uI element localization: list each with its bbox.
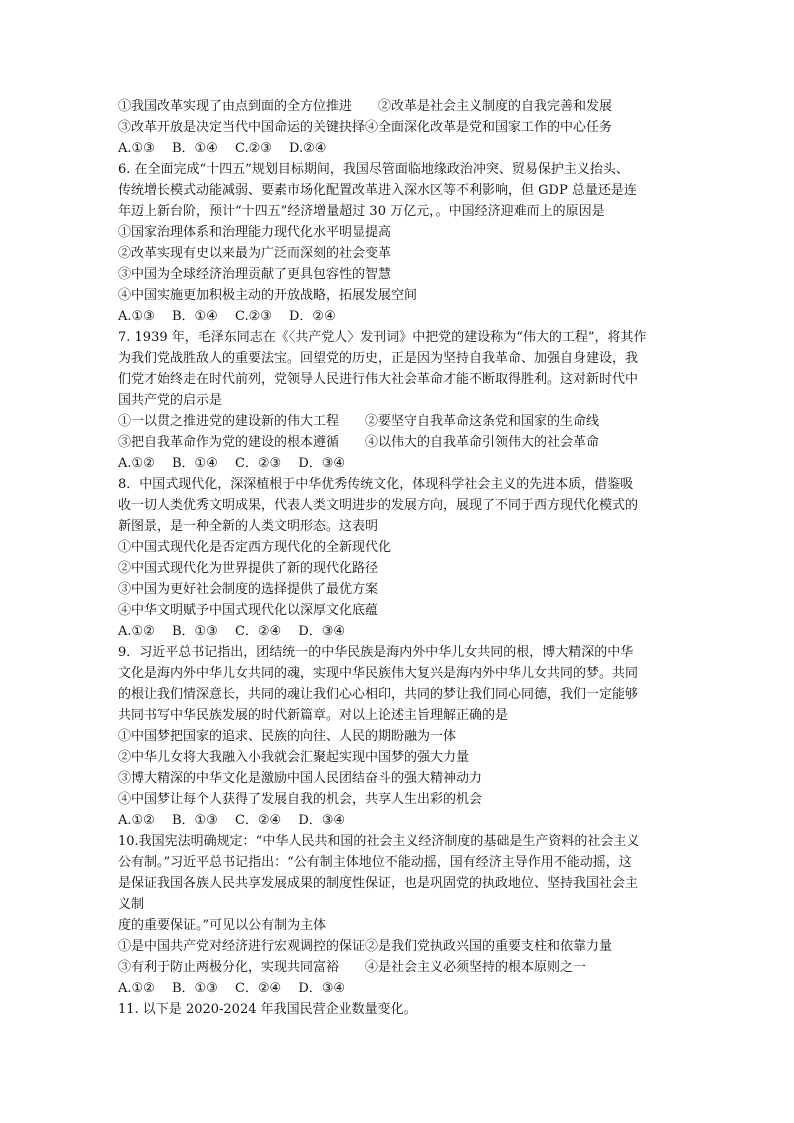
text-line: 们党才始终走在时代前列，党领导人民进行伟大社会革命才能不断取得胜利。这对新时代中 <box>118 372 639 387</box>
text-line: 度的重要保证。”可见以公有制为主体 <box>118 918 327 933</box>
text-line: ③中国为更好社会制度的选择提供了最优方案 <box>118 582 379 597</box>
text-line: ②改革实现有史以来最为广泛而深刻的社会变革 <box>118 246 392 261</box>
text-line: ③博大精深的中华文化是激励中国人民团结奋斗的强大精神动力 <box>118 771 483 786</box>
text-line: 7. 1939 年，毛泽东同志在《〈共产党人〉发刊词》中把党的建设称为“伟大的工程”，将其作 <box>118 330 647 345</box>
question-content <box>118 96 680 1020</box>
text-line: A.①③ B．①④ C.②③ D.②④ <box>118 141 327 156</box>
text-line: 文化是海内外中华儿女共同的魂，实现中华民族伟大复兴是海内外中华儿女共同的梦。共同 <box>118 666 639 681</box>
text-line: ③有利于防止两极分化，实现共同富裕 ④是社会主义必须坚持的根本原则之一 <box>118 960 587 975</box>
text-line: ①一以贯之推进党的建设新的伟大工程 ②要坚守自我革命这条党和国家的生命线 <box>118 414 600 429</box>
text-line: ①中国梦把国家的追求、民族的向往、人民的期盼融为一体 <box>118 729 457 744</box>
text-line: 收一切人类优秀文明成果，代表人类文明进步的发展方向，展现了不同于西方现代化模式的 <box>118 498 639 513</box>
text-line: 公有制。”习近平总书记指出：“公有制主体地位不能动摇，国有经济主导作用不能动摇，这 <box>118 855 632 870</box>
text-line: 国共产党的启示是 <box>118 393 223 408</box>
text-line: ①中国式现代化是否定西方现代化的全新现代化 <box>118 540 392 555</box>
text-line: A.①② B．①③ C．②④ D．③④ <box>118 624 346 639</box>
text-line: ④中国梦让每个人获得了发展自我的机会，共享人生出彩的机会 <box>118 792 483 807</box>
text-line: ①我国改革实现了由点到面的全方位推进 ②改革是社会主义制度的自我完善和发展 <box>118 99 613 114</box>
text-line: A.①② B．①④ C．②③ D．③④ <box>118 456 346 471</box>
text-line: 新图景，是一种全新的人类文明形态。这表明 <box>118 519 379 534</box>
text-line: 共同书写中华民族发展的时代新篇章。对以上论述主旨理解正确的是 <box>118 708 509 723</box>
text-line: 的根让我们情深意长，共同的魂让我们心心相印，共同的梦让我们同心同德，我们一定能够 <box>118 687 639 702</box>
text-line: ②中国式现代化为世界提供了新的现代化路径 <box>118 561 379 576</box>
text-line: A.①② B．①③ C．②④ D．③④ <box>118 981 346 996</box>
text-line: ②中华儿女将大我融入小我就会汇聚起实现中国梦的强大力量 <box>118 750 470 765</box>
text-line: ③把自我革命作为党的建设的根本遵循 ④以伟大的自我革命引领伟大的社会革命 <box>118 435 600 450</box>
text-line: 8．中国式现代化，深深植根于中华优秀传统文化，体现科学社会主义的先进本质，借鉴吸 <box>118 477 634 492</box>
text-line: ①国家治理体系和治理能力现代化水平明显提高 <box>118 225 392 240</box>
text-line: ③中国为全球经济治理贡献了更具包容性的智慧 <box>118 267 392 282</box>
text-line: 是保证我国各族人民共享发展成果的制度性保证，也是巩固党的执政地位、坚持我国社会主 <box>118 876 639 891</box>
text-line: A.①② B．①③ C．②④ D．③④ <box>118 813 346 828</box>
text-line: 11. 以下是 2020-2024 年我国民营企业数量变化。 <box>118 1002 417 1017</box>
text-line: 为我们党战胜敌人的重要法宝。回望党的历史，正是因为坚持自我革命、加强自身建设，我 <box>118 351 639 366</box>
text-line: 年迈上新台阶，预计“十四五”经济增量超过 30 万亿元，。中国经济迎难而上的原因是 <box>118 204 605 219</box>
text-line: 传统增长模式动能减弱、要素市场化配置改革进入深水区等不利影响，但 GDP 总量还是连 <box>118 183 637 198</box>
text-line: 10.我国宪法明确规定：“中华人民共和国的社会主义经济制度的基础是生产资料的社会主义 <box>118 834 640 849</box>
text-line: 义制 <box>118 897 145 912</box>
text-line: A.①③ B．①④ C.②③ D．②④ <box>118 309 336 324</box>
text-line: ④中国实施更加积极主动的开放战略，拓展发展空间 <box>118 288 418 303</box>
text-line: ③改革开放是决定当代中国命运的关键抉择④全面深化改革是党和国家工作的中心任务 <box>118 120 613 135</box>
text-line: ④中华文明赋予中国式现代化以深厚文化底蕴 <box>118 603 379 618</box>
text-line: 9．习近平总书记指出，团结统一的中华民族是海内外中华儿女共同的根，博大精深的中华 <box>118 645 634 660</box>
text-line: ①是中国共产党对经济进行宏观调控的保证②是我们党执政兴国的重要支柱和依靠力量 <box>118 939 613 954</box>
text-line: 6. 在全面完成“十四五”规划目标期间，我国尽管面临地缘政治冲突、贸易保护主义抬头、 <box>118 162 629 177</box>
